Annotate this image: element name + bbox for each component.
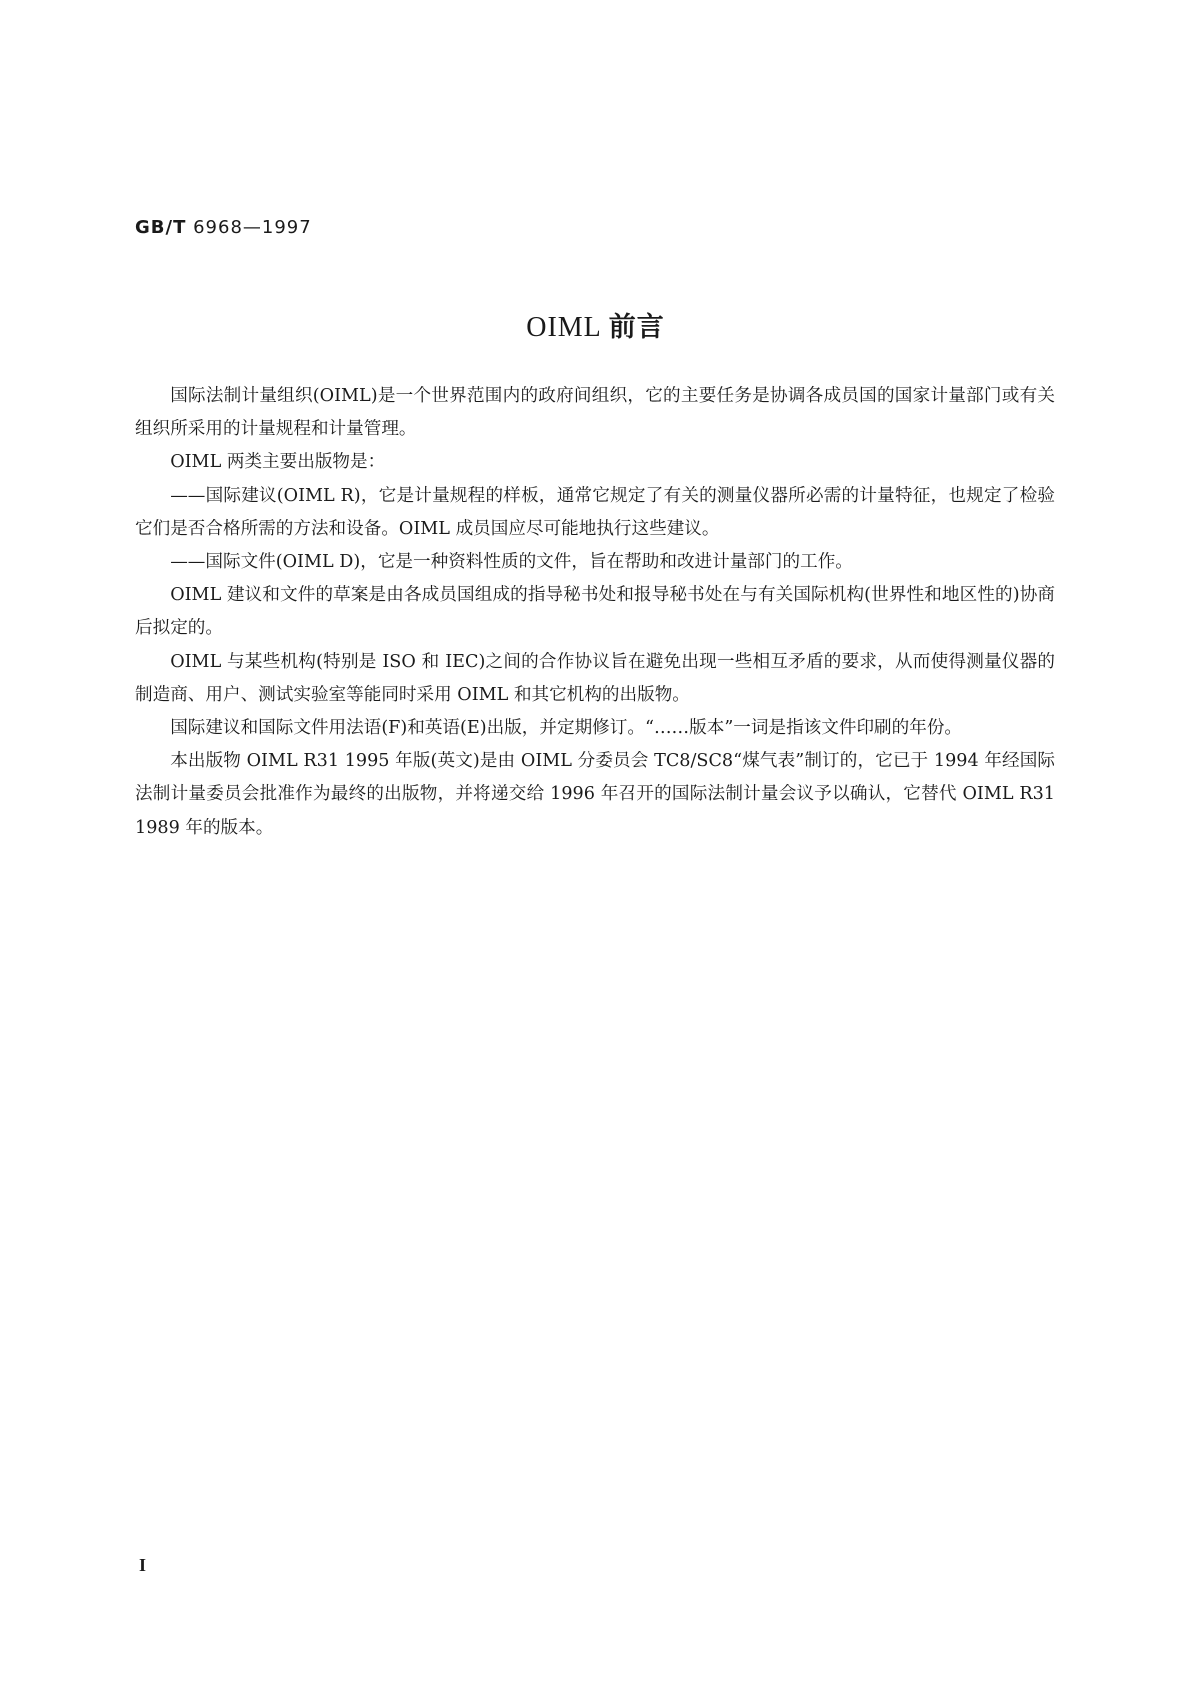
paragraph-international-recommendations: ——国际建议(OIML R)，它是计量规程的样板，通常它规定了有关的测量仪器所必需的计量特征，也规定了检验它们是否合格所需的方法和设备。OIML 成员国应尽可能地执行这些建议。 [135,485,1055,539]
standard-code: 6968—1997 [193,217,312,238]
standard-prefix: GB/T [135,217,187,238]
paragraph-this-publication: 本出版物 OIML R31 1995 年版(英文)是由 OIML 分委员会 TC8/SC8“煤气表”制订的，它已于 1994 年经国际法制计量委员会批准作为最终的出版物，并将递交给 1996 年召开的国际法制计量会议予以确认，它替代 OIML R31 1989 年的版本。 [135,751,1055,838]
page-number: I [139,1555,147,1575]
paragraph-oiml-intro: 国际法制计量组织(OIML)是一个世界范围内的政府间组织，它的主要任务是协调各成员国的国家计量部门或有关组织所采用的计量规程和计量管理。 [135,386,1055,440]
paragraph-drafting: OIML 建议和文件的草案是由各成员国组成的指导秘书处和报导秘书处在与有关国际机构(世界性和地区性的)协商后拟定的。 [135,585,1055,639]
paragraph-publication-types: OIML 两类主要出版物是： [170,452,386,473]
page-title [0,305,1191,344]
paragraph-cooperation: OIML 与某些机构(特别是 ISO 和 IEC)之间的合作协议旨在避免出现一些相互矛盾的要求，从而使得测量仪器的制造商、用户、测试实验室等能同时采用 OIML 和其它机构的出版物。 [135,651,1055,705]
title-latin: OIML [526,312,601,343]
standard-number [135,217,312,238]
foreword-body [135,380,1055,845]
paragraph-languages: 国际建议和国际文件用法语(F)和英语(E)出版，并定期修订。“……版本”一词是指该文件印刷的年份。 [170,718,963,739]
paragraph-international-documents: ——国际文件(OIML D)，它是一种资料性质的文件，旨在帮助和改进计量部门的工作。 [170,552,853,573]
title-chinese: 前言 [608,312,665,343]
